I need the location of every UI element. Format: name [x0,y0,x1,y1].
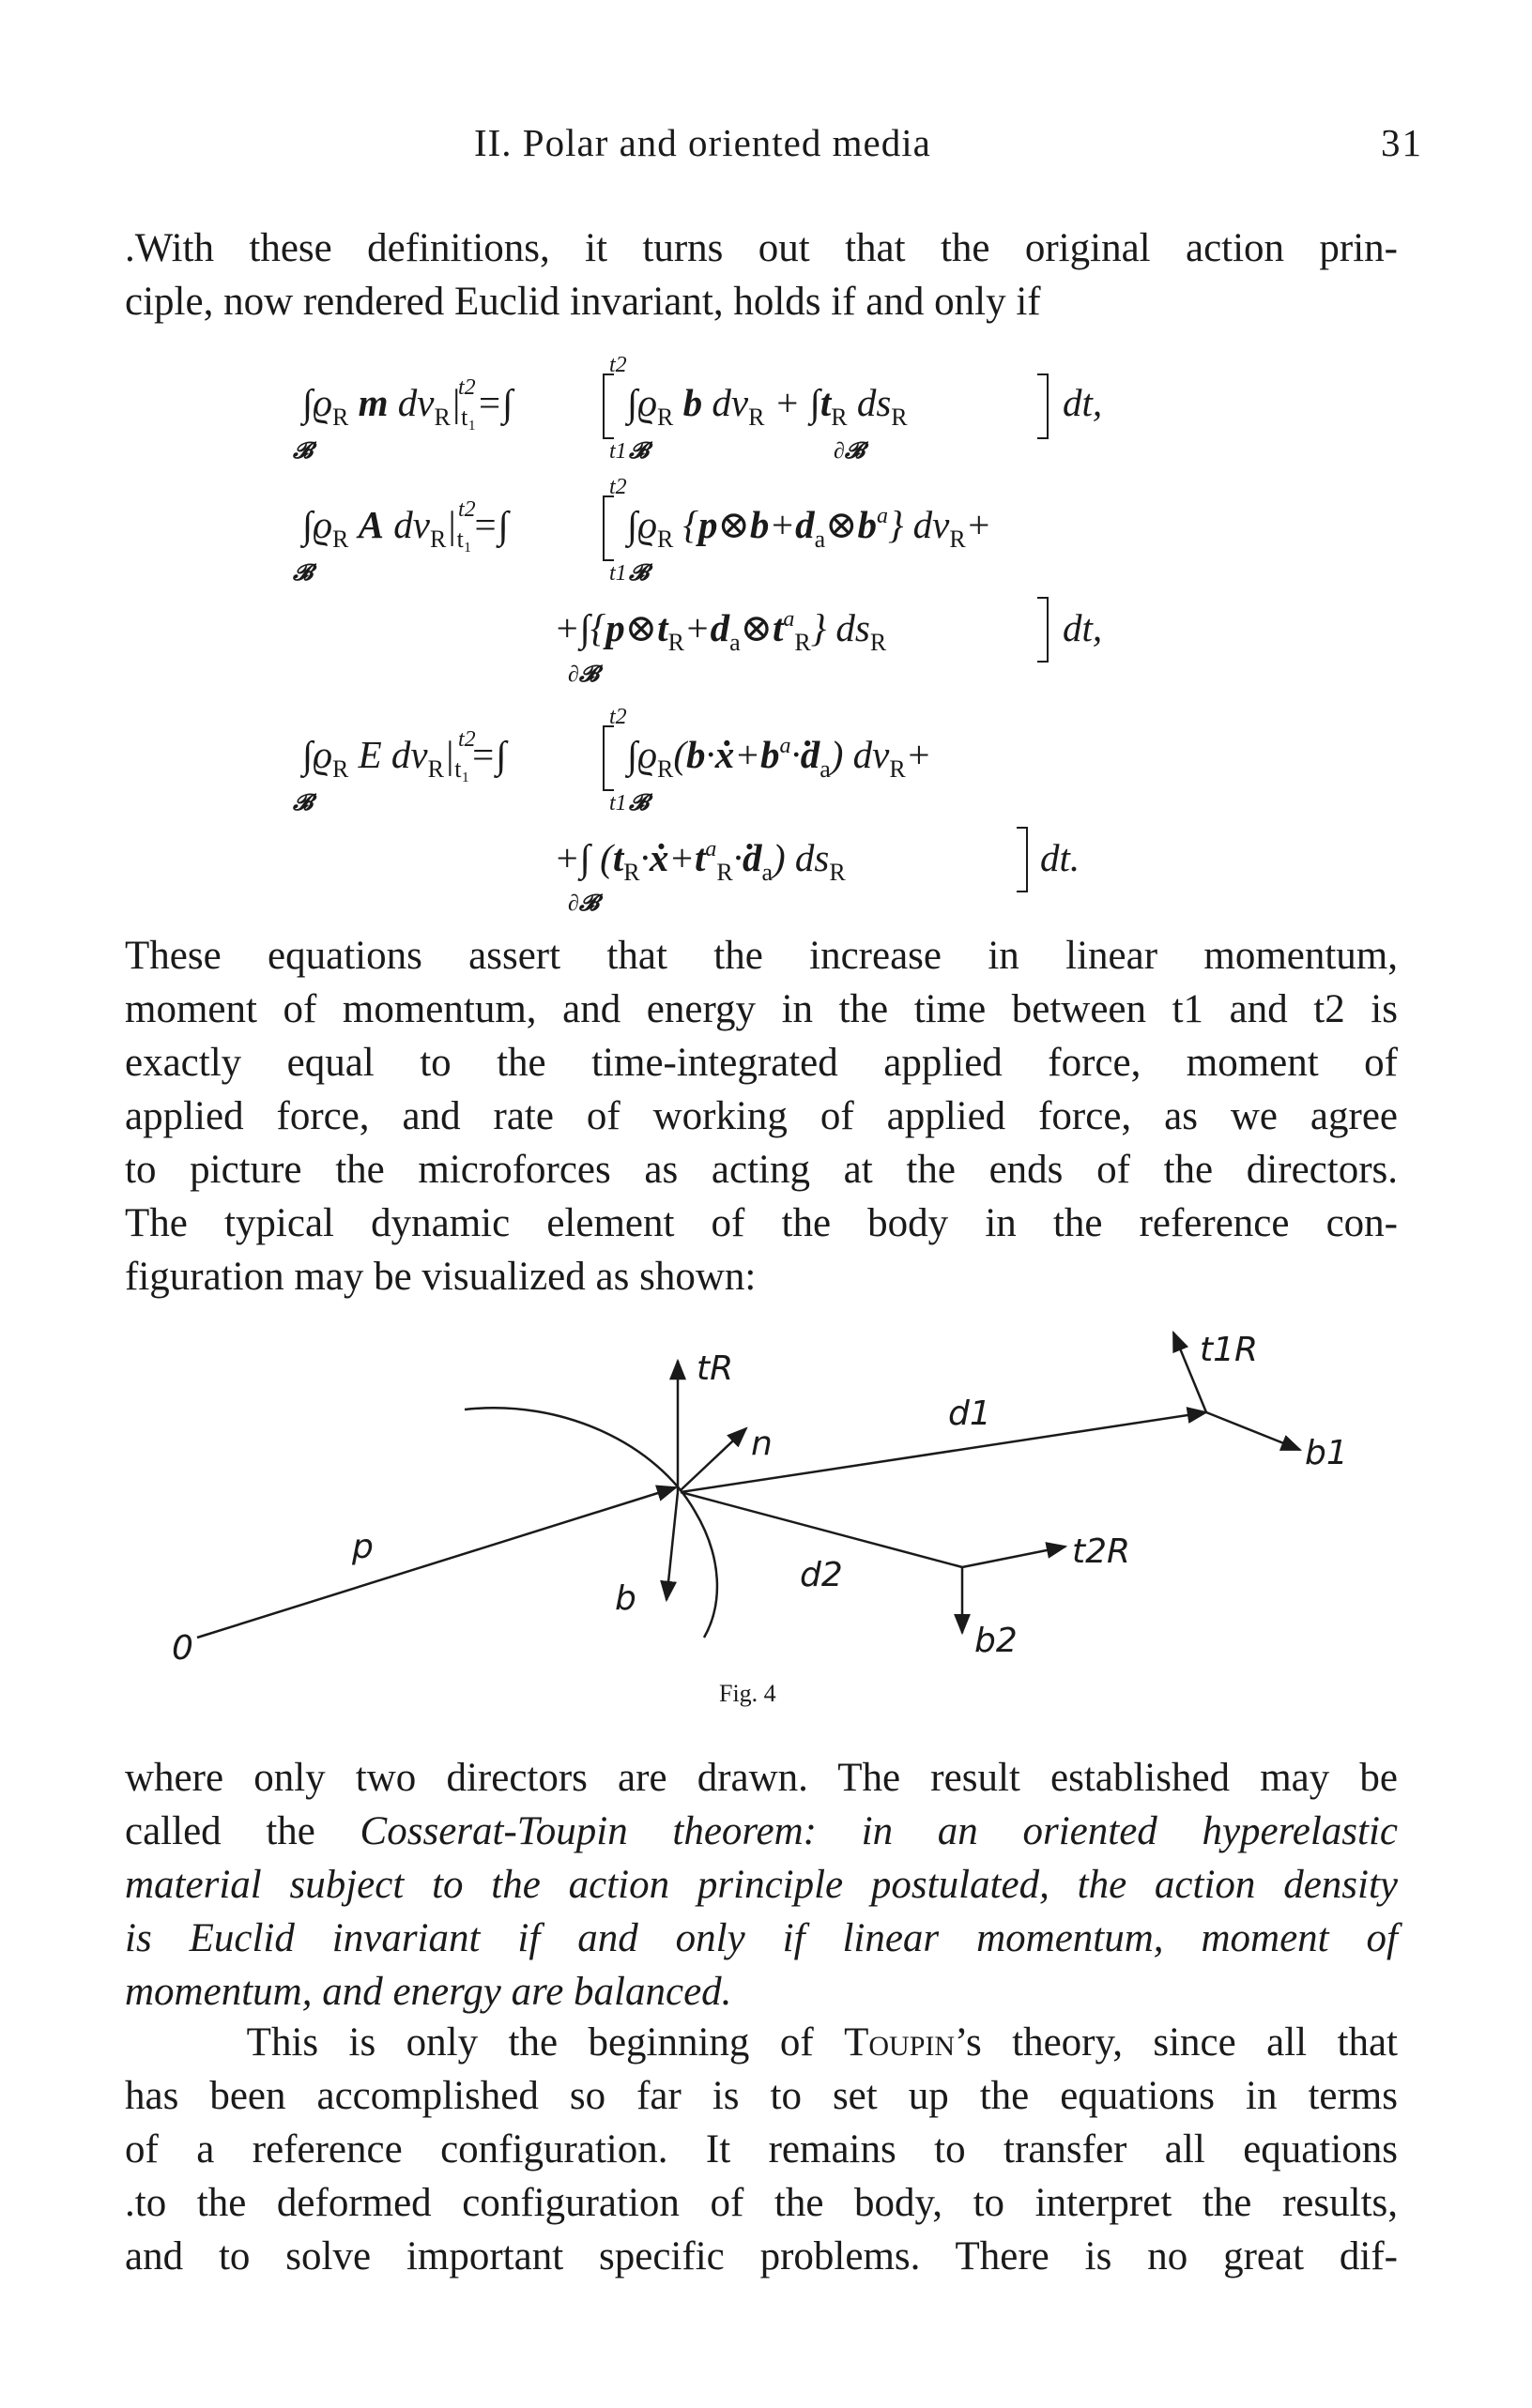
eval-upper: t2 [458,727,476,752]
bracket-left [603,725,614,791]
domain-boundary: ∂𝓑 [834,439,866,464]
label-origin: 0 [172,1629,193,1668]
text-line [125,2016,1398,2069]
body-force-b [666,1492,678,1600]
domain-body: 𝓑 [629,439,650,464]
limit-lower: t1 [609,439,627,464]
position-vector-p [197,1487,676,1638]
label-b2: b2 [974,1622,1018,1660]
director-d2 [681,1492,962,1567]
bracket-right [1037,373,1049,439]
intro-paragraph [125,221,1398,328]
text-line: .to the deformed configuration of the body, to interpret the results, [125,2181,1398,2225]
text-line [125,1805,1398,1858]
running-title: II. Polar and oriented media [474,121,931,164]
equation-rhs: $\int ϱ_R(b\cdot ẋ+b^a\cdot ḋ_a)$ $dv_R+$ [627,733,932,783]
text-line: momentum, and energy are balanced. [125,1970,732,2014]
director-d1 [681,1412,1206,1492]
domain-body: 𝓑 [293,561,314,586]
label-t1R: t1R [1200,1331,1259,1369]
text-span: This is only the beginning of [246,2020,814,2065]
text-span: called the [125,1809,315,1853]
equation-moment-of-momentum: $\int ϱ_R$ A $dv_R|_{t_1}=\int$ [302,503,509,553]
equation-dt: dt, [1063,606,1103,649]
eval-upper: t2 [458,375,476,400]
equation-linear-momentum: $\int ϱ_R$ m $dv_R|_{t_1}=\int$ [302,381,513,431]
text-line: to picture the microforces as acting at the ends of the directors. [125,1148,1398,1192]
text-line: exactly equal to the time-integrated applied force, moment of [125,1041,1398,1085]
text-span: ’s theory, since all that [955,2020,1399,2065]
normal-vector-n [681,1428,746,1490]
eval-upper: t2 [458,497,476,522]
bracket-right [1037,597,1049,663]
limit-upper: t2 [609,353,627,377]
domain-boundary: ∂𝓑 [568,892,600,916]
bracket-left [603,373,614,439]
label-t2R: t2R [1072,1532,1131,1571]
equation-rhs-line2: $+\int\{p\otimes t_R+d_a\otimes t^a_R\}$ $ds_R$ [554,606,887,656]
text-line: These equations assert that the increase in linear momentum, [125,934,1398,978]
label-tR: tR [697,1349,734,1388]
text-line: .With these definitions, it turns out that the original action prin- [125,226,1398,270]
equation-rhs: $\int ϱ_R$ $\{p\otimes b+d_a\otimes b^a\}$ $dv_R+$ [627,503,992,553]
author-name: Toupin [844,2020,956,2065]
label-p: p [352,1528,374,1566]
limit-lower: t1 [609,791,627,815]
theorem-name: Cosserat-Toupin theorem: in an oriented hyperelastic [360,1809,1399,1853]
text-line: of a reference configuration. It remains to transfer all equations [125,2127,1398,2172]
equation-dt: dt, [1063,381,1103,424]
limit-upper: t2 [609,705,627,729]
page-number: 31 [1381,121,1423,164]
domain-body: 𝓑 [293,439,314,464]
limit-lower: t1 [609,561,627,586]
microforce-b1 [1206,1412,1300,1450]
bracket-right [1017,827,1028,892]
label-d1: d1 [948,1395,991,1433]
figure-caption: Fig. 4 [719,1680,776,1707]
text-line: applied force, and rate of working of applied force, as we agree [125,1094,1398,1138]
label-b1: b1 [1305,1434,1348,1472]
domain-body: 𝓑 [293,791,314,815]
explanation-paragraph [125,929,1398,1303]
limit-upper: t2 [609,475,627,499]
text-line: figuration may be visualized as shown: [125,1255,757,1299]
label-d2: d2 [800,1556,843,1594]
text-line: is Euclid invariant if and only if linear momentum, moment of [125,1916,1398,1960]
page-header [0,120,1532,176]
label-n: n [751,1425,773,1463]
text-line: and to solve important specific problems. There is no great dif- [125,2234,1398,2278]
domain-body: 𝓑 [629,791,650,815]
text-line: material subject to the action principle postulated, the action density [125,1863,1398,1907]
label-b: b [615,1579,636,1618]
bracket-left [603,495,614,561]
equation-dt: dt. [1040,836,1080,879]
microtraction-t1R [1173,1333,1206,1412]
body-boundary-curve [465,1408,717,1638]
domain-boundary: ∂𝓑 [568,663,600,687]
text-line: moment of momentum, and energy in the time between t1 and t2 is [125,987,1398,1031]
microtraction-t2R [962,1547,1065,1567]
equation-rhs-line2: +∫ $(t_R\cdot ẋ+t^a_R\cdot ḋ_a)$ $ds_R$ [554,836,846,886]
text-line: ciple, now rendered Euclid invariant, holds if and only if [125,280,1041,324]
text-line: The typical dynamic element of the body in the reference con- [125,1201,1398,1245]
theorem-paragraph [125,1751,1398,2019]
closing-paragraph [125,2016,1398,2283]
domain-body: 𝓑 [629,561,650,586]
text-line: has been accomplished so far is to set up the equations in terms [125,2074,1398,2118]
equation-energy: $\int ϱ_R$ E $dv_R|_{t_1}=\int$ [302,733,507,783]
equation-rhs: $\int ϱ_R$ b $dv_R + \int t_R$ $ds_R$ [627,381,908,431]
text-line: where only two directors are drawn. The result established may be [125,1756,1398,1800]
